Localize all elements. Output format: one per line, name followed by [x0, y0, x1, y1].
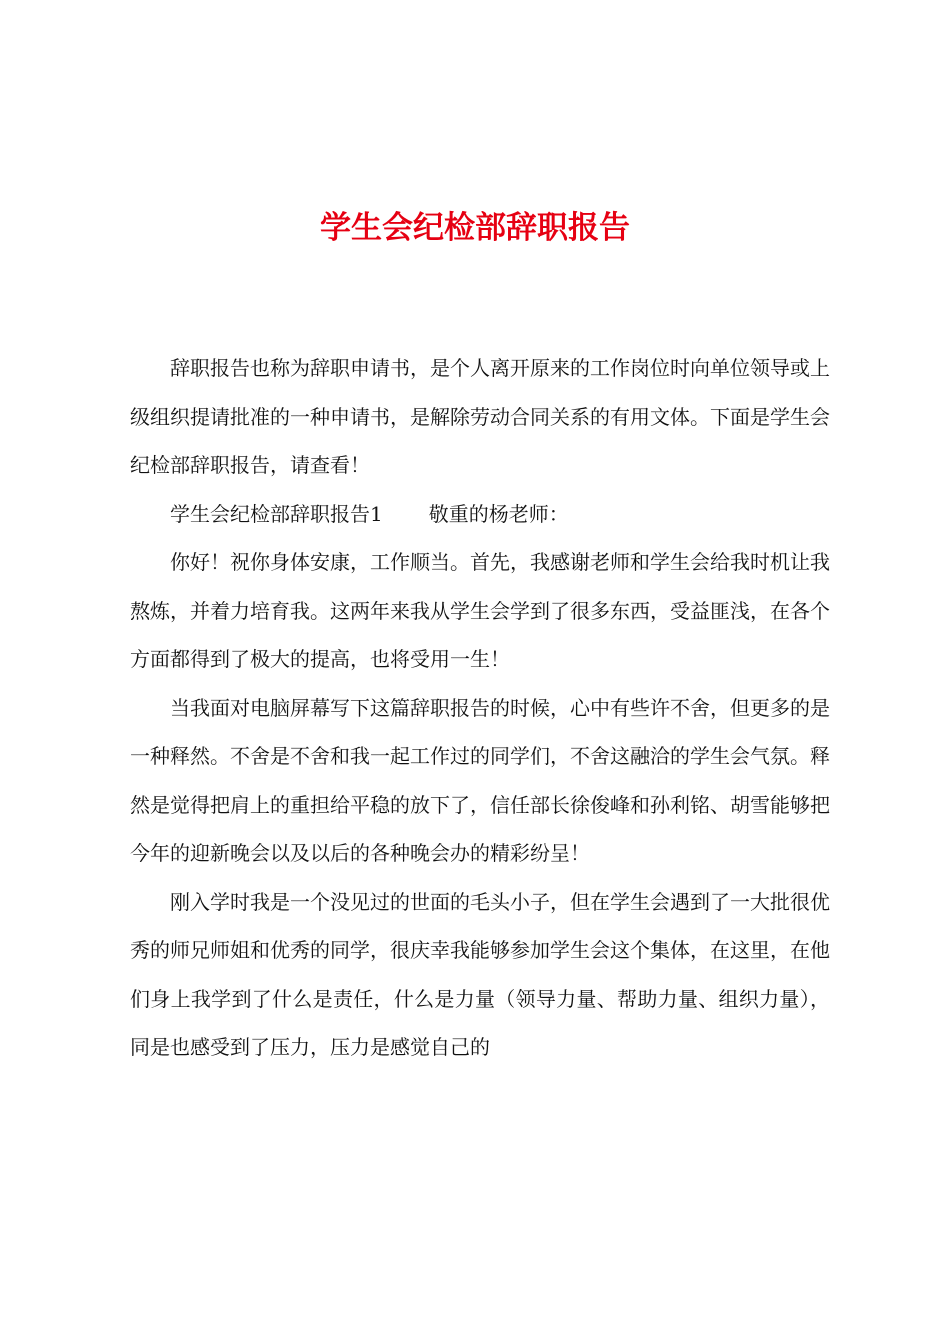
body-paragraph: 刚入学时我是一个没见过的世面的毛头小子，但在学生会遇到了一大批很优秀的师兄师姐和优秀的同学，很庆幸我能够参加学生会这个集体，在这里，在他们身上我学到了什么是责任，什么是力量（领导力量、帮助力量、组织力量），同是也感受到了压力，压力是感觉自己的	[130, 889, 830, 1059]
intro-paragraph: 辞职报告也称为辞职申请书，是个人离开原来的工作岗位时向单位领导或上级组织提请批准的一种申请书，是解除劳动合同关系的有用文体。下面是学生会纪检部辞职报告，请查看！	[130, 356, 830, 477]
document-body	[130, 344, 830, 1072]
section-heading: 学生会纪检部辞职报告1	[170, 501, 383, 526]
body-paragraph: 当我面对电脑屏幕写下这篇辞职报告的时候，心中有些许不舍，但更多的是一种释然。不舍是不舍和我一起工作过的同学们，不舍这融洽的学生会气氛。释然是觉得把肩上的重担给平稳的放下了，信任部长徐俊峰和孙利铭、胡雪能够把今年的迎新晚会以及以后的各种晚会办的精彩纷呈！	[130, 695, 830, 865]
body-paragraph: 你好！祝你身体安康，工作顺当。首先，我感谢老师和学生会给我时机让我熬炼，并着力培育我。这两年来我从学生会学到了很多东西，受益匪浅，在各个方面都得到了极大的提高，也将受用一生！	[130, 550, 830, 671]
salutation: 敬重的杨老师：	[428, 501, 569, 526]
document-title: 学生会纪检部辞职报告	[320, 210, 630, 246]
section-heading-line	[130, 490, 830, 539]
